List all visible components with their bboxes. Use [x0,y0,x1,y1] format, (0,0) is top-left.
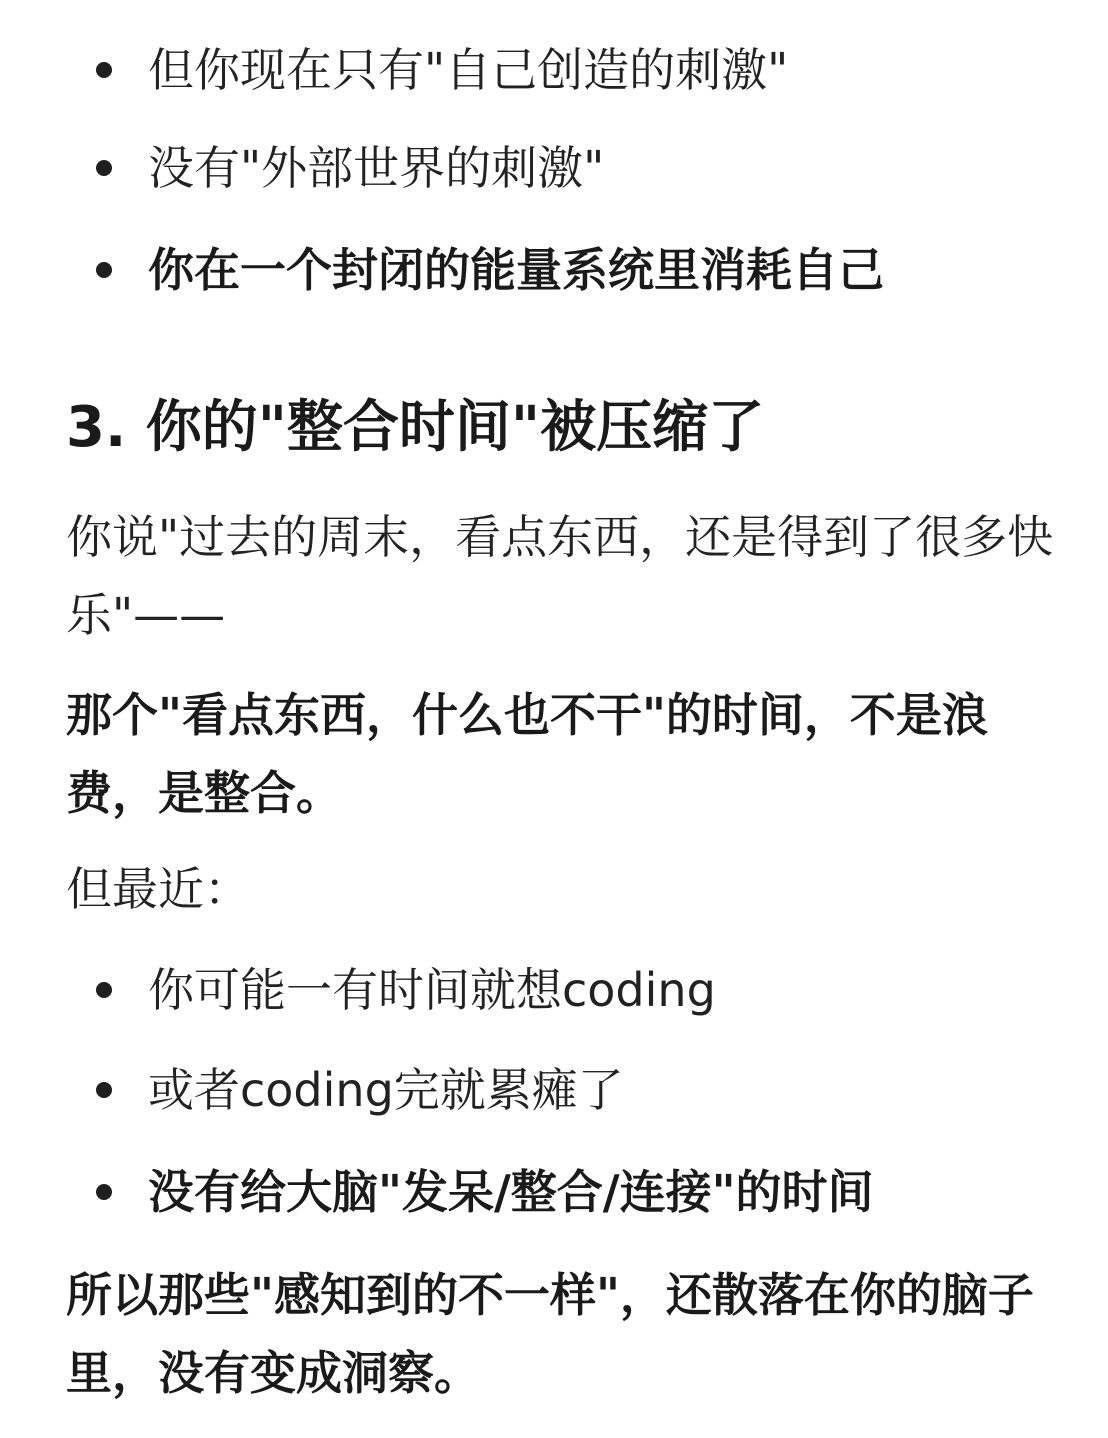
list-item-text: 没有给大脑"发呆/整合/连接"的时间 [148,1165,874,1219]
list-item [148,1162,874,1222]
bullet-dot [96,1082,112,1098]
list-item [148,240,884,300]
list-item-text: 但你现在只有"自己创造的刺激" [148,43,789,97]
bullet-dot [96,982,112,998]
list-item-text: 没有"外部世界的刺激" [148,141,605,195]
paragraph-bold: 所以那些"感知到的不一样"，还散落在你的脑子里，没有变成洞察。 [66,1268,1034,1400]
bullet-dot [96,1184,112,1200]
list-item [148,40,788,100]
paragraph: 但最近： [66,862,250,916]
list-item-text: 或者coding完就累瘫了 [148,1063,624,1117]
paragraph-bold: 那个"看点东西，什么也不干"的时间，不是浪费，是整合。 [66,688,988,820]
list-item [148,1060,624,1120]
section-heading: 3. 你的"整合时间"被压缩了 [66,395,765,460]
bullet-dot [96,262,112,278]
bullet-dot [96,160,112,176]
list-item-text: 你在一个封闭的能量系统里消耗自己 [148,243,884,297]
paragraph: 你说"过去的周末，看点东西，还是得到了很多快乐"—— [66,510,1054,642]
list-item [148,960,716,1020]
list-item-text: 你可能一有时间就想coding [148,963,716,1017]
list-item [148,138,604,198]
bullet-dot [96,62,112,78]
